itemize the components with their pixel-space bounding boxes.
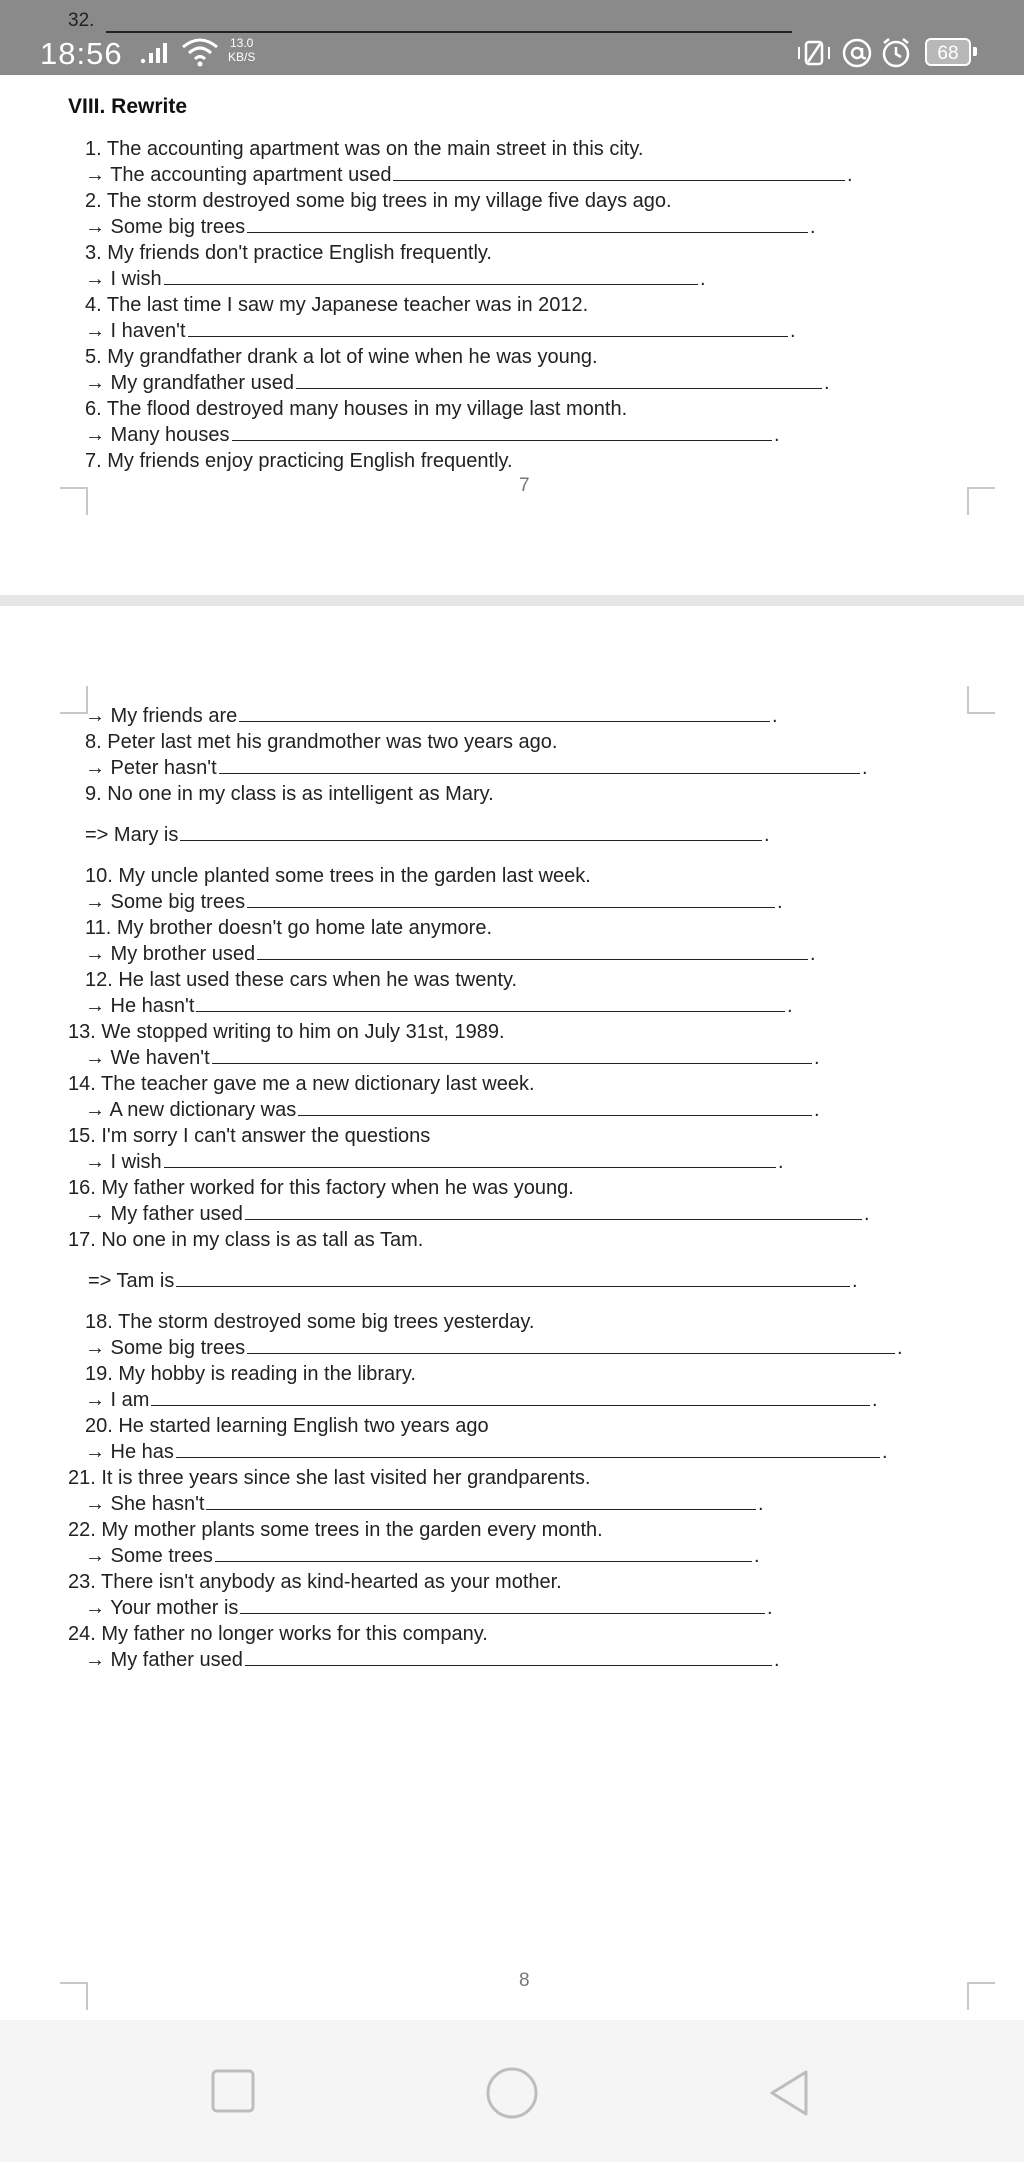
- section-heading: VIII. Rewrite: [68, 95, 188, 118]
- answer-line: [85, 424, 780, 447]
- network-speed-value: 13.0: [230, 36, 254, 50]
- question-text: 12. He last used these cars when he was twenty.: [85, 969, 518, 991]
- question-text: 10. My uncle planted some trees in the garden last week.: [85, 865, 591, 887]
- question-line: [85, 969, 517, 992]
- answer-blank: [215, 1547, 752, 1562]
- question-line: [68, 1519, 603, 1542]
- answer-prompt: → The accounting apartment used: [85, 164, 392, 186]
- answer-line: [85, 705, 778, 728]
- back-button[interactable]: [766, 2068, 812, 2118]
- answer-blank: [164, 270, 698, 285]
- question-text: 9. No one in my class is as intelligent as Mary.: [85, 783, 494, 805]
- question-line: [68, 1623, 488, 1646]
- worksheet-page-7: [0, 75, 1024, 595]
- alarm-icon: [880, 37, 912, 69]
- blank-period: .: [764, 824, 770, 846]
- blank-period: .: [772, 705, 778, 727]
- clock: 18:56: [40, 36, 123, 71]
- question-line: [85, 917, 492, 940]
- answer-line: [85, 1389, 878, 1412]
- battery-tip: [973, 47, 977, 56]
- question-text: 19. My hobby is reading in the library.: [85, 1363, 416, 1385]
- answer-blank: [247, 893, 775, 908]
- question-text: 3. My friends don't practice English frequently.: [85, 242, 492, 264]
- network-speed: [228, 36, 255, 64]
- blank-period: .: [774, 424, 780, 446]
- answer-prompt: → Many houses: [85, 424, 230, 446]
- answer-prompt: → I wish: [85, 268, 162, 290]
- question-text: 4. The last time I saw my Japanese teacher was in 2012.: [85, 294, 589, 316]
- crop-mark: [60, 686, 88, 714]
- answer-prompt: → My father used: [85, 1203, 243, 1225]
- answer-blank: [240, 1599, 765, 1614]
- answer-line: [85, 757, 868, 780]
- answer-blank: [239, 707, 770, 722]
- crop-mark: [967, 487, 995, 515]
- network-speed-unit: KB/S: [228, 50, 256, 64]
- navigation-bar: [0, 2020, 1024, 2162]
- question-text: 23. There isn't anybody as kind-hearted as your mother.: [68, 1571, 562, 1593]
- answer-prompt: → We haven't: [85, 1047, 210, 1069]
- question-text: 17. No one in my class is as tall as Tam.: [68, 1229, 424, 1251]
- blank-period: .: [882, 1441, 888, 1463]
- previous-item-number: 32.: [68, 10, 95, 31]
- question-line: [85, 731, 557, 754]
- blank-period: .: [872, 1389, 878, 1411]
- blank-period: .: [754, 1545, 760, 1567]
- answer-blank: [245, 1651, 772, 1666]
- blank-period: .: [758, 1493, 764, 1515]
- question-text: 15. I'm sorry I can't answer the questions: [68, 1125, 431, 1147]
- answer-line: [85, 943, 816, 966]
- answer-line: [85, 1203, 870, 1226]
- blank-period: .: [864, 1203, 870, 1225]
- answer-line: [85, 1151, 784, 1174]
- answer-prompt: → He hasn't: [85, 995, 195, 1017]
- answer-blank: [257, 945, 808, 960]
- answer-prompt: → He has: [85, 1441, 174, 1463]
- blank-period: .: [824, 372, 830, 394]
- answer-line: [85, 1047, 820, 1070]
- question-text: 11. My brother doesn't go home late anymore.: [85, 917, 493, 939]
- answer-line: [85, 995, 793, 1018]
- question-text: 5. My grandfather drank a lot of wine when he was young.: [85, 346, 598, 368]
- answer-prompt: → Peter hasn't: [85, 757, 217, 779]
- question-line: [85, 242, 492, 265]
- answer-prompt: → Your mother is: [85, 1597, 239, 1619]
- question-text: 22. My mother plants some trees in the garden every month.: [68, 1519, 603, 1541]
- answer-blank: [245, 1205, 862, 1220]
- status-bar: [0, 0, 1024, 75]
- answer-line: [88, 1270, 858, 1293]
- blank-period: .: [787, 995, 793, 1017]
- blank-period: .: [810, 216, 816, 238]
- question-line: [85, 450, 513, 473]
- answer-prompt: → Some big trees: [85, 891, 246, 913]
- blank-period: .: [810, 943, 816, 965]
- answer-prompt: → Some trees: [85, 1545, 213, 1567]
- answer-prompt: → A new dictionary was: [85, 1099, 297, 1121]
- answer-prompt: → She hasn't: [85, 1493, 205, 1515]
- answer-blank: [151, 1391, 870, 1406]
- question-line: [85, 1311, 534, 1334]
- answer-line: [85, 1493, 764, 1516]
- blank-period: .: [777, 891, 783, 913]
- question-text: 21. It is three years since she last visited her grandparents.: [68, 1467, 591, 1489]
- answer-blank: [247, 1339, 895, 1354]
- answer-line: [85, 1545, 760, 1568]
- answer-line: [85, 216, 816, 239]
- answer-blank: [393, 166, 845, 181]
- wifi-icon: [180, 37, 220, 67]
- answer-blank: [296, 374, 822, 389]
- question-line: [85, 294, 588, 317]
- question-line: [68, 1125, 430, 1148]
- answer-prompt: → My grandfather used: [85, 372, 294, 394]
- answer-line: [85, 164, 853, 187]
- home-button[interactable]: [485, 2066, 539, 2120]
- page-number: 7: [519, 475, 530, 496]
- question-line: [85, 1363, 416, 1386]
- question-line: [85, 865, 591, 888]
- question-text: 6. The flood destroyed many houses in my village last month.: [85, 398, 628, 420]
- recent-apps-button[interactable]: [210, 2068, 256, 2114]
- battery-icon: 68: [925, 38, 971, 66]
- question-line: [85, 138, 643, 161]
- answer-blank: [298, 1101, 812, 1116]
- answer-prompt: → I wish: [85, 1151, 162, 1173]
- answer-blank: [180, 826, 762, 841]
- answer-line: [85, 1597, 773, 1620]
- answer-blank: [232, 426, 772, 441]
- page-number: 8: [519, 1970, 530, 1991]
- question-line: [85, 1415, 489, 1438]
- blank-period: .: [847, 164, 853, 186]
- question-line: [68, 1571, 562, 1594]
- answer-prompt: => Mary is: [85, 824, 179, 846]
- crop-mark: [60, 1982, 88, 2010]
- blank-period: .: [767, 1597, 773, 1619]
- question-line: [68, 1021, 505, 1044]
- question-line: [85, 346, 598, 369]
- crop-mark: [60, 487, 88, 515]
- answer-blank: [206, 1495, 756, 1510]
- vibrate-icon: [794, 40, 834, 66]
- question-text: 13. We stopped writing to him on July 31st, 1989.: [68, 1021, 505, 1043]
- answer-line: [85, 1337, 903, 1360]
- question-text: 24. My father no longer works for this company.: [68, 1623, 488, 1645]
- blank-period: .: [790, 320, 796, 342]
- page-separator: [0, 595, 1024, 606]
- answer-prompt: => Tam is: [88, 1270, 175, 1292]
- answer-blank: [212, 1049, 812, 1064]
- answer-blank: [176, 1272, 850, 1287]
- question-line: [85, 783, 494, 806]
- answer-prompt: → I haven't: [85, 320, 186, 342]
- answer-prompt: → My friends are: [85, 705, 238, 727]
- previous-item-blank: [106, 31, 792, 33]
- answer-blank: [196, 997, 785, 1012]
- question-line: [68, 1467, 591, 1490]
- answer-line: [85, 824, 770, 847]
- answer-line: [85, 1099, 820, 1122]
- answer-blank: [164, 1153, 776, 1168]
- signal-icon: [140, 40, 174, 64]
- question-line: [85, 190, 672, 213]
- question-text: 1. The accounting apartment was on the main street in this city.: [85, 138, 644, 160]
- question-line: [68, 1177, 574, 1200]
- answer-prompt: → I am: [85, 1389, 150, 1411]
- answer-line: [85, 320, 796, 343]
- blank-period: .: [774, 1649, 780, 1671]
- answer-line: [85, 1649, 780, 1672]
- question-line: [68, 1229, 423, 1252]
- question-text: 18. The storm destroyed some big trees yesterday.: [85, 1311, 535, 1333]
- blank-period: .: [814, 1047, 820, 1069]
- question-text: 14. The teacher gave me a new dictionary last week.: [68, 1073, 535, 1095]
- crop-mark: [967, 1982, 995, 2010]
- blank-period: .: [852, 1270, 858, 1292]
- answer-prompt: → Some big trees: [85, 1337, 246, 1359]
- worksheet-page-8: [0, 606, 1024, 2020]
- question-text: 2. The storm destroyed some big trees in my village five days ago.: [85, 190, 672, 212]
- blank-period: .: [700, 268, 706, 290]
- answer-blank: [247, 218, 808, 233]
- answer-line: [85, 1441, 888, 1464]
- question-text: 16. My father worked for this factory when he was young.: [68, 1177, 574, 1199]
- question-text: 8. Peter last met his grandmother was two years ago.: [85, 731, 558, 753]
- answer-blank: [176, 1443, 880, 1458]
- answer-blank: [219, 759, 860, 774]
- crop-mark: [967, 686, 995, 714]
- answer-line: [85, 891, 783, 914]
- answer-prompt: → Some big trees: [85, 216, 246, 238]
- answer-blank: [188, 322, 788, 337]
- question-line: [68, 1073, 535, 1096]
- answer-prompt: → My father used: [85, 1649, 243, 1671]
- question-text: 7. My friends enjoy practicing English frequently.: [85, 450, 513, 472]
- answer-line: [85, 372, 830, 395]
- blank-period: .: [862, 757, 868, 779]
- blank-period: .: [814, 1099, 820, 1121]
- answer-prompt: → My brother used: [85, 943, 256, 965]
- at-sign-icon: [842, 38, 872, 68]
- question-line: [85, 398, 627, 421]
- blank-period: .: [897, 1337, 903, 1359]
- blank-period: .: [778, 1151, 784, 1173]
- question-text: 20. He started learning English two years ago: [85, 1415, 489, 1437]
- answer-line: [85, 268, 706, 291]
